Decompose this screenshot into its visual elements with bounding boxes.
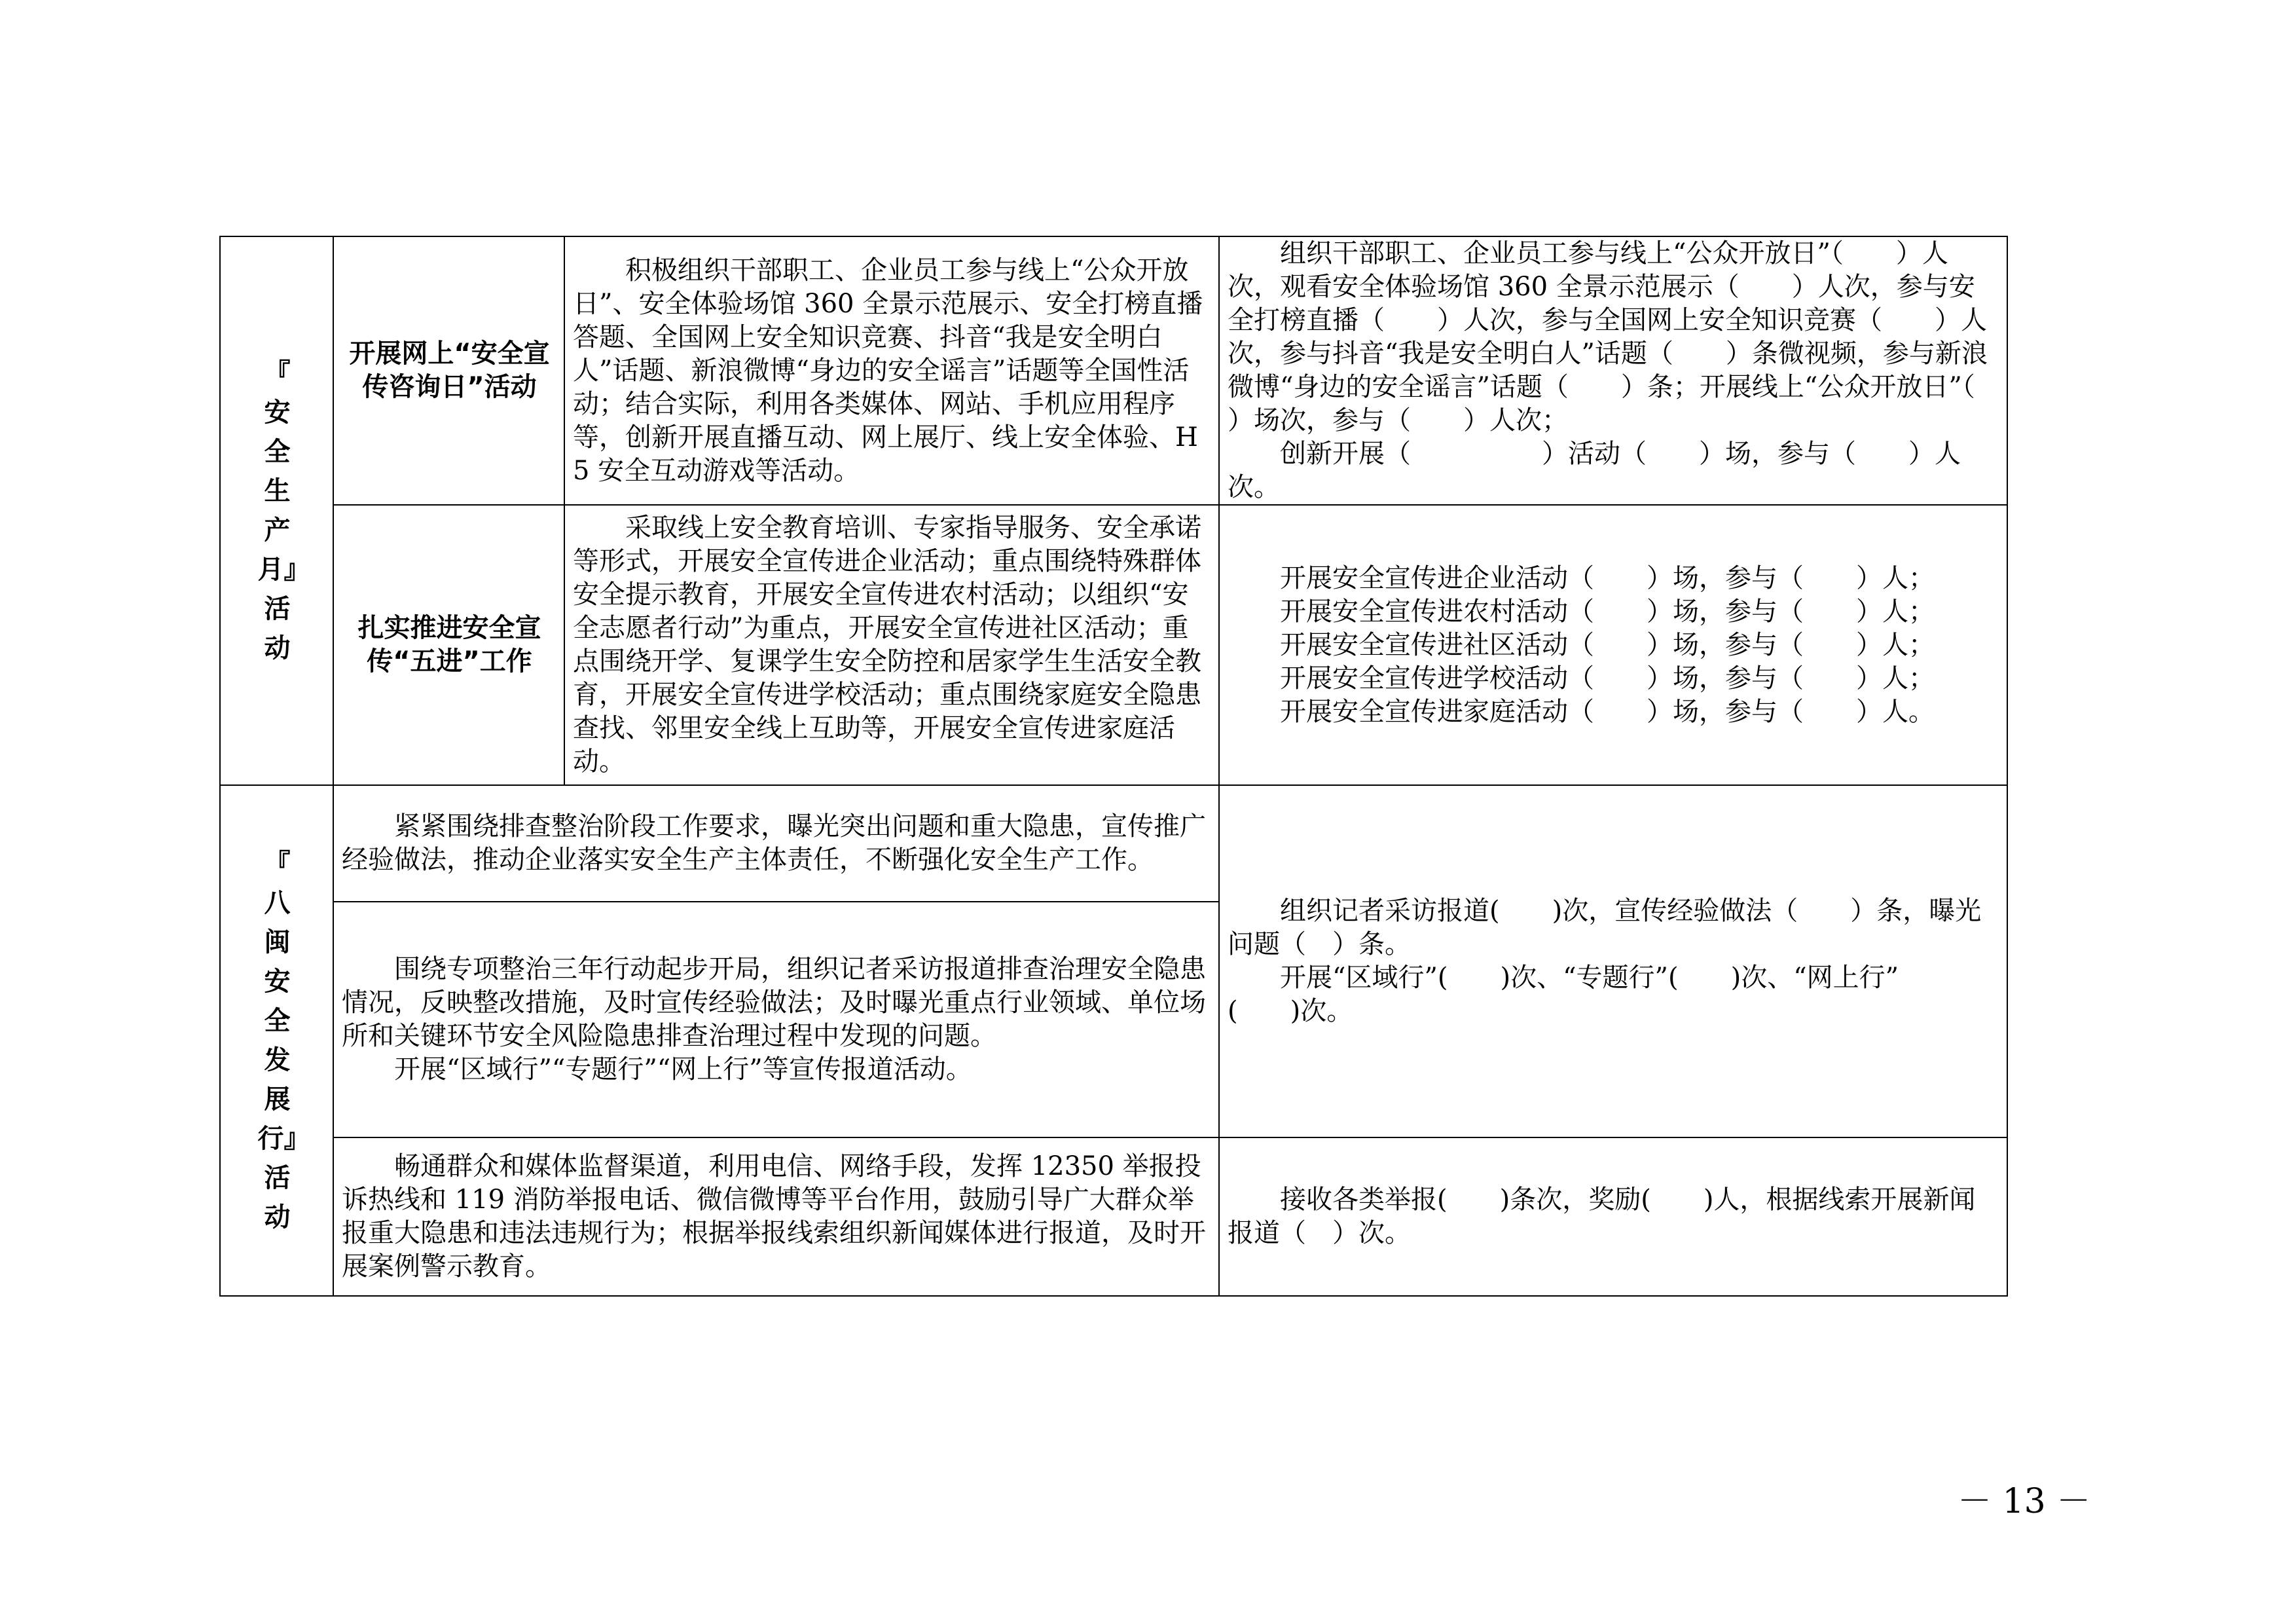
statistics-cell xyxy=(1219,505,2007,785)
table-row xyxy=(220,236,2007,505)
statistics-text: 接收各类举报( )条次，奖励( )人，根据线索开展新闻报道（ ）次。 xyxy=(1228,1185,1976,1248)
statistics-text: ( )次。 xyxy=(1228,996,1353,1026)
statistics-text: 开展安全宣传进家庭活动（ ）场，参与（ ）人。 xyxy=(1280,696,1935,727)
description-text: 开展“区域行”“专题行”“网上行”等宣传报道活动。 xyxy=(394,1054,972,1084)
description-cell xyxy=(564,236,1219,505)
description-cell xyxy=(333,785,1219,902)
table-row xyxy=(220,1137,2007,1296)
statistics-cell xyxy=(1219,1137,2007,1296)
activity-label: 开展网上“安全宣传咨询日”活动 xyxy=(349,339,550,402)
category-label: 『八闽安全发展行』活动 xyxy=(257,849,297,1232)
statistics-cell xyxy=(1219,785,2007,1137)
activity-cell xyxy=(333,505,564,785)
description-text: 畅通群众和媒体监督渠道，利用电信、网络手段，发挥 12350 举报投诉热线和 119 消防举报电话、微信微博等平台作用，鼓励引导广大群众举报重大隐患和违法违规行为；根据举报线索组织新闻媒体进行报道，及时开展案例警示教育。 xyxy=(342,1151,1206,1282)
description-text: 积极组织干部职工、企业员工参与线上“公众开放日”、安全体验场馆 360 全景示范展示、安全打榜直播答题、全国网上安全知识竞赛、抖音“我是安全明白人”话题、新浪微博“身边的安全谣言”话题等全国性活动；结合实际，利用各类媒体、网站、手机应用程序等，创新开展直播互动、网上展厅、线上安全体验、H5 安全互动游戏等活动。 xyxy=(573,255,1203,486)
statistics-text: 开展安全宣传进社区活动（ ）场，参与（ ）人； xyxy=(1280,629,1935,660)
description-cell xyxy=(564,505,1219,785)
category-cell-bamin-tour xyxy=(220,785,333,1296)
statistics-text: 组织记者采访报道( )次，宣传经验做法（ ）条，曝光问题（ ）条。 xyxy=(1228,896,1982,959)
category-label: 『安全生产月』活动 xyxy=(257,358,297,663)
statistics-text: 开展安全宣传进企业活动（ ）场，参与（ ）人； xyxy=(1280,563,1935,593)
description-text: 围绕专项整治三年行动起步开局，组织记者采访报道排查治理安全隐患情况，反映整改措施，及时宣传经验做法；及时曝光重点行业领域、单位场所和关键环节安全风险隐患排查治理过程中发现的问题。 xyxy=(342,954,1206,1051)
description-cell xyxy=(333,1137,1219,1296)
table-row xyxy=(220,505,2007,785)
statistics-text: 开展安全宣传进农村活动（ ）场，参与（ ）人； xyxy=(1280,596,1935,627)
category-cell-safety-month xyxy=(220,236,333,785)
table-row xyxy=(220,785,2007,902)
description-text: 采取线上安全教育培训、专家指导服务、安全承诺等形式，开展安全宣传进企业活动；重点围绕特殊群体安全提示教育，开展安全宣传进农村活动；以组织“安全志愿者行动”为重点，开展安全宣传进社区活动；重点围绕开学、复课学生安全防控和居家学生生活安全教育，开展安全宣传进学校活动；重点围绕家庭安全隐患查找、邻里安全线上互助等，开展安全宣传进家庭活动。 xyxy=(573,513,1201,777)
statistics-text: 创新开展（ ）活动（ ）场，参与（ ）人次。 xyxy=(1228,439,1961,502)
activity-label: 扎实推进安全宣传“五进”工作 xyxy=(357,613,541,676)
activity-table xyxy=(219,236,2028,1297)
statistics-cell xyxy=(1219,236,2028,505)
statistics-text: 组织干部职工、企业员工参与线上“公众开放日”（ ）人次，观看安全体验场馆 360 全景示范展示（ ）人次，参与安全打榜直播（ ）人次，参与全国网上安全知识竞赛（ ）人次，参与抖音“我是安全明白人”话题（ ）条微视频，参与新浪微博“身边的安全谣言”话题（ ）条；开展线上“公众开放日”（ ）场次，参与（ ）人次； xyxy=(1228,238,2028,435)
description-text: 紧紧围绕排查整治阶段工作要求，曝光突出问题和重大隐患，宣传推广经验做法，推动企业落实安全生产主体责任，不断强化安全生产工作。 xyxy=(342,811,1206,875)
statistics-text: 开展安全宣传进学校活动（ ）场，参与（ ）人； xyxy=(1280,663,1935,693)
description-cell xyxy=(333,902,1219,1137)
statistics-text: 开展“区域行”( )次、“专题行”( )次、“网上行” xyxy=(1280,963,1899,993)
activity-cell xyxy=(333,236,564,505)
page-number: － 13 － xyxy=(1958,1482,2091,1521)
